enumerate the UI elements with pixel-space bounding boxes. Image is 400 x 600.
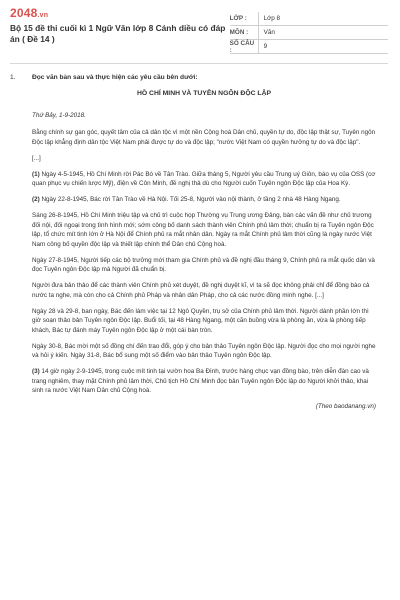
meta-row-class: LỚP : Lớp 8 [230, 12, 388, 26]
meta-row-subject: MÔN : Văn [230, 26, 388, 40]
passage-source: (Theo baodanang.vn) [315, 403, 376, 410]
header [10, 6, 388, 54]
passage-paragraph: (2) Ngày 22-8-1945, Bác rời Tân Trào về Hà Nội. Tối 25-8, Người vào nội thành, ở tầng 2 nhà 48 Hàng Ngang. [32, 196, 341, 203]
reading-passage [32, 89, 376, 412]
passage-title: HỒ CHÍ MINH VÀ TUYÊN NGÔN ĐỘC LẬP [136, 90, 272, 97]
question-1 [10, 74, 388, 81]
passage-paragraph: (3) 14 giờ ngày 2-9-1945, trong cuộc mít tinh tại vườn hoa Ba Đình, trước hàng chục vạn đồng bào, trên diễn đàn cao và trang nghiêm, thay mặt Chính phủ lâm thời, Chủ tịch Hồ Chí Minh đọc bản Tuyên ngôn Độc lập do Người khởi thảo, khai sinh ra nước Việt Nam Dân chủ Cộng hoà. [32, 368, 369, 394]
passage-paragraph: Sáng 26-8-1945, Hồ Chí Minh triệu tập và chủ trì cuộc họp Thường vụ Trung ương Đảng, bàn các vấn đề như chủ trương đối nội, đối ngoại trong tình hình mới; sớm công bố danh sách thành viên Chính phủ lâm thời; chuẩn bị ra Tuyên ngôn Độc lập, tổ chức mít tinh lớn ở Hà Nội để Chính phủ ra mắt nhân dân. Ngày ra mắt Chính phủ lâm thời cũng là ngày nước Việt Nam công bố quyền độc lập và thiết lập chính thể Dân chủ Cộng hoà. [32, 212, 374, 248]
meta-table [230, 12, 388, 54]
passage-paragraph: Ngày 30-8, Bác mời một số đồng chí đến trao đổi, góp ý cho bản thảo Tuyên ngôn Độc lập. Người đọc cho mọi người nghe và hỏi ý kiến. Ngày 31-8, Bác bổ sung một số điểm vào bản thảo Tuyên ngôn Độc lập. [32, 342, 376, 359]
passage-paragraph: Ngày 27-8-1945, Người tiếp các bộ trưởng mới tham gia Chính phủ và đề nghị đầu tháng 9, Chính phủ ra mắt quốc dân và đọc Tuyên ngôn Độc lập mà Người đã chuẩn bị. [32, 256, 375, 273]
passage-date: Thứ Bảy, 1-9-2018. [32, 111, 86, 119]
site-logo[interactable]: 2048.vn [10, 6, 49, 20]
meta-row-question-count: SỐ CÂU : 9 [230, 40, 388, 54]
passage-ellipsis: [...] [32, 154, 41, 162]
passage-intro: Bằng chính sự gan góc, quyết tâm của cả dân tộc vì một nền Cộng hoà Dân chủ, quyền tự do, độc lập thật sự, Tuyên ngôn Độc lập khẳng định dân tộc Việt Nam phải được tự do và độc lập; "nước Việt Nam có quyền hưởng tự do và độc lập". [32, 129, 376, 146]
document-title: Bộ 15 đề thi cuối kì 1 Ngữ Văn lớp 8 Cánh diều có đáp án ( Đề 14 ) [10, 23, 226, 44]
passage-paragraph: Người đưa bản thảo để các thành viên Chính phủ xét duyệt, đề nghị duyệt kĩ, vì ta sẽ đọc không phải chỉ để đồng bào cả nước ta nghe, mà còn cho cả Chính phủ Pháp và nhân dân Pháp, cho cả các nước đồng minh nghe. [...] [32, 282, 370, 299]
passage-paragraph: Ngày 28 và 29-8, ban ngày, Bác đến làm việc tại 12 Ngô Quyền, trụ sở của Chính phủ lâm thời. Người dành phần lớn thì giờ soạn thảo bản Tuyên ngôn Độc lập. Buổi tối, tại 48 Hàng Ngang, một căn buồng vừa là phòng ăn, vừa là phòng tiếp khách, Bác tự đánh máy Tuyên ngôn Độc lập ở một cái bàn tròn. [32, 307, 369, 334]
passage-paragraph: (1) Ngày 4-5-1945, Hồ Chí Minh rời Pác Bó về Tân Trào. Giữa tháng 5, Người yêu cầu Trung uý Giôn, báo vụ của OSS (cơ quan phục vụ chiến lược Mỹ), điện về Côn Minh, đề nghị thả dù cho Người cuốn Tuyên ngôn Độc lập của Hoa Kỳ. [32, 170, 376, 187]
question-prompt: Đọc văn bản sau và thực hiện các yêu cầu bên dưới: [32, 74, 198, 81]
divider [10, 63, 388, 64]
question-number: 1. [10, 74, 16, 81]
